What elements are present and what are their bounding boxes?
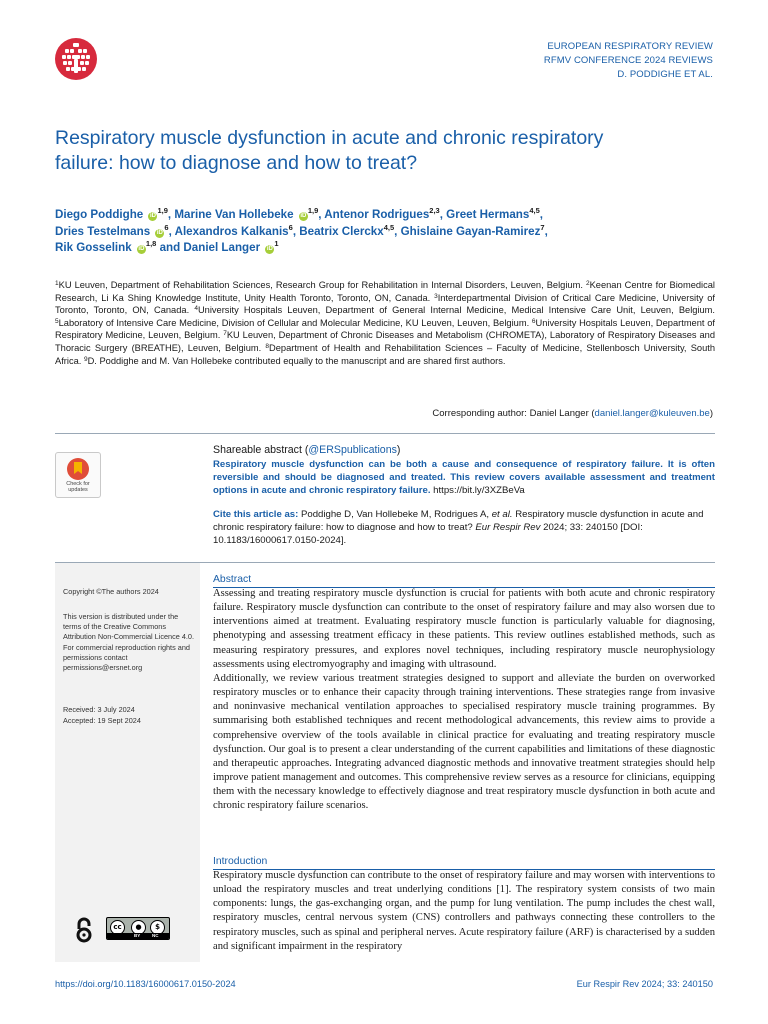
badge-label-line-2: updates [68,487,88,493]
author[interactable] [174,208,318,221]
affiliation-text: D. Poddighe and M. Van Hollebeke contributed equally to the manuscript and are shared first authors. [87,355,506,366]
author[interactable] [324,208,439,221]
cite-text: Respiratory muscle dysfunction in acute and chronic respiratory failure: how to diagnose and how to treat? [213,509,704,533]
author[interactable] [183,241,278,254]
copyright-notice: Copyright ©The authors 2024 [63,587,159,596]
author[interactable] [174,222,293,238]
journal-header [544,40,713,82]
author-list [55,207,715,257]
author-separator: , [544,224,548,238]
cite-text: 2024; 33: 240150 [DOI: 10.1183/16000617.0150-2024]. [213,522,643,546]
journal-name: EUROPEAN RESPIRATORY REVIEW [547,41,713,52]
shareable-label: Shareable abstract ( [213,444,309,456]
cite-text: Poddighe D, Van Hollebeke M, Rodrigues A, [298,509,492,520]
affiliation-number: 8 [265,342,270,350]
author-name: Daniel Langer [183,241,261,254]
author-name: Diego Poddighe [55,208,144,221]
introduction-body [213,869,715,954]
affiliation-number: 6 [531,317,536,325]
doi-link[interactable]: https://doi.org/10.1183/16000617.0150-2024 [55,979,236,989]
author-separator: , [394,224,401,238]
orcid-icon[interactable]: iD [138,246,145,252]
author-affiliation-ref: 1 [274,239,279,248]
author-affiliation-ref: 1,9 [157,206,168,215]
affiliation-text: KU Leuven, Department of Chronic Diseases and Metabolism (CHROMETA), Laboratory of Respiratory Diseases and Thoracic Surgery (BREATHE), Leuven, Belgium. [55,330,715,353]
affiliation-text: Keenan Centre for Biomedical Research, Li Ka Shing Knowledge Institute, Unity Health Toronto, Toronto, ON, Canada. [55,280,715,303]
creative-commons-badge[interactable] [106,917,170,940]
non-commercial-icon: $ [150,920,165,935]
introduction-paragraph: Respiratory muscle dysfunction can contribute to the onset of respiratory failure and may worsen with interventions to unload the respiratory muscles and treat underlying conditions [1]. The respiratory system consists of two main components: lungs, the gas-exchanging organ, and the pump for lung ventilation. The pump includes the chest wall, respiratory muscles, central nervous system (CNS) controllers and pathways connecting these controllers to the respiratory muscles, such as spinal and peripheral nerves. Acute respiratory failure (ARF) is characterised by a sudden and significant impairment in the respiratory [213,870,715,952]
author[interactable] [55,222,169,238]
affiliation-number: 3 [434,292,438,300]
author-separator: , [292,224,300,238]
cite-etal: et al. [491,509,513,520]
twitter-handle-link[interactable]: @ERSpublications [308,444,397,456]
affiliation-text: University Hospitals Leuven, Department of Respiratory Medicine, Leuven, Belgium. [55,317,715,341]
affiliation-text: University Hospitals Leuven, Department of General Internal Medicine, Medical Intensive Care Unit, Leuven, Belgium. [197,305,715,316]
shareable-label-close: ) [396,444,401,456]
affiliation-number: 7 [223,330,227,338]
corresponding-suffix: ) [709,408,713,419]
bookmark-icon [67,458,89,480]
author[interactable] [299,222,395,238]
author-separator: and [156,241,184,254]
author[interactable] [446,208,540,221]
cc-icon: cc [110,920,125,935]
by-label: BY [134,933,141,938]
abstract-heading: Abstract [213,574,252,585]
affiliation-text: KU Leuven, Department of Rehabilitation Sciences, Research Group for Rehabilitation in Internal Disorders, Leuven, Belgium. [58,280,586,290]
author-separator: , [318,208,325,221]
author-name: Beatrix Clerckx [299,224,384,238]
author-separator: , [167,208,175,221]
author-name: Greet Hermans [446,208,530,221]
orcid-icon[interactable]: iD [266,246,273,252]
divider [55,562,715,563]
affiliation-number: 2 [585,280,590,287]
received-date: Received: 3 July 2024 [63,705,135,714]
author-name: Alexandros Kalkanis [174,224,289,238]
author-name: Ghislaine Gayan-Ramirez [400,224,541,238]
orcid-icon[interactable]: iD [300,213,307,219]
author-affiliation-ref: 7 [540,222,545,232]
article-title [55,126,715,176]
author[interactable] [55,241,156,254]
review-series: RFMV CONFERENCE 2024 REVIEWS [543,55,713,66]
author-name: Rik Gosselink [55,241,132,254]
author-affiliation-ref: 6 [164,222,169,232]
affiliations [55,279,715,367]
orcid-icon[interactable]: iD [156,229,163,236]
affiliation-number: 5 [55,317,59,325]
cite-journal: Eur Respir Rev [475,522,541,533]
affiliation-text: Interdepartmental Division of Critical Care Medicine, University of Toronto, Toronto, ON, Canada. [55,292,715,316]
ers-logo [54,37,98,81]
by-person-icon: ● [131,920,146,935]
author-short: D. PODDIGHE ET AL. [617,69,713,80]
short-url-link[interactable]: https://bit.ly/3XZBeVa [430,485,525,496]
shareable-text: Respiratory muscle dysfunction can be both a cause and consequence of respiratory failure. It is often reversible and should be diagnosed and treated. This review covers available assessment and treatment options in acute and chronic respiratory failure. [213,459,715,496]
author-affiliation-ref: 1,8 [145,239,157,248]
introduction-heading: Introduction [213,856,268,867]
author[interactable] [400,222,545,238]
shareable-abstract [213,458,715,497]
license-notice: This version is distributed under the terms of the Creative Commons Attribution Non-Commercial Licence 4.0. For commercial reproduction rights and permissions contact permissions@ersnet.org [63,612,194,673]
corresponding-label: Corresponding author: Daniel Langer ( [432,408,595,419]
corresponding-author [432,408,713,419]
badge-label-line-1: Check for [66,481,90,487]
title-line-2: failure: how to diagnose and how to treat? [55,152,418,174]
nc-label: NC [152,933,159,938]
abstract-body [213,587,715,814]
divider [55,433,715,434]
open-access-icon [76,917,92,943]
author-affiliation-ref: 4,5 [529,206,540,215]
affiliation-text: Department of Health and Rehabilitation Sciences – Faculty of Medicine, Stellenbosch University, South Africa. [55,342,715,366]
author-name: Marine Van Hollebeke [174,208,294,221]
author-name: Dries Testelmans [55,224,151,238]
accepted-date: Accepted: 19 Sept 2024 [63,716,141,725]
author-separator: , [439,208,447,221]
corresponding-email-link[interactable]: daniel.langer@kuleuven.be [594,408,710,419]
author-affiliation-ref: 2,3 [429,206,440,215]
author-affiliation-ref: 4,5 [383,222,395,232]
author-separator: , [539,208,543,221]
citation-block [213,508,715,547]
affiliation-number: 4 [194,305,198,313]
abstract-paragraph: Additionally, we review various treatment strategies designed to support and alleviate the burden on overworked respiratory muscles or to enhance their capacity through training interventions. These strategies range from invasive and noninvasive mechanical ventilation approaches to specialised respiratory muscle training programmes. By summarising both established techniques and recent methodological advancements, this review aims to provide a comprehensive overview of the tools available in clinical practice for evaluating and treating respiratory muscle dysfunction. Our goal is to present a clear understanding of the current capabilities and limitations of these diagnostic and therapeutic approaches. Integrating advanced diagnostic methods and innovative treatment strategies should help improve patient management and outcomes. This comprehensive review serves as a resource for clinicians, equipping them with the necessary knowledge to effectively diagnose and treat respiratory muscle dysfunction in both acute and chronic respiratory failure scenarios. [213,672,715,812]
author-name: Antenor Rodrigues [324,208,430,221]
author-affiliation-ref: 1,9 [307,206,319,215]
orcid-icon[interactable]: iD [149,213,156,219]
title-line-1: Respiratory muscle dysfunction in acute and chronic respiratory [55,127,604,149]
abstract-paragraph: Assessing and treating respiratory muscle dysfunction is crucial for patients with both acute and chronic respiratory failure. Respiratory muscle dysfunction can contribute to the onset of respiratory failure and may also worsen due to interventions aimed at treatment. Evaluating respiratory muscle function is particularly valuable for diagnosing, phenotyping and assessing treatment efficacy in these patients. This review outlines established methods, such as measuring respiratory pressures, and explores novel techniques, including respiratory muscle neurophysiology assessments using electromyography and imaging with ultrasound. [213,588,715,670]
cite-label: Cite this article as: [213,509,299,520]
footer-citation: Eur Respir Rev 2024; 33: 240150 [576,979,713,989]
shareable-abstract-heading [213,444,400,456]
author-separator: , [168,224,175,238]
affiliation-number: 1 [55,280,59,287]
author-affiliation-ref: 6 [288,222,293,232]
affiliation-text: Laboratory of Intensive Care Medicine, Division of Cellular and Molecular Medicine, KU Leuven, Leuven, Belgium. [58,317,532,328]
affiliation-number: 9 [83,355,88,363]
check-for-updates-badge[interactable] [55,452,101,498]
author[interactable] [55,208,168,221]
